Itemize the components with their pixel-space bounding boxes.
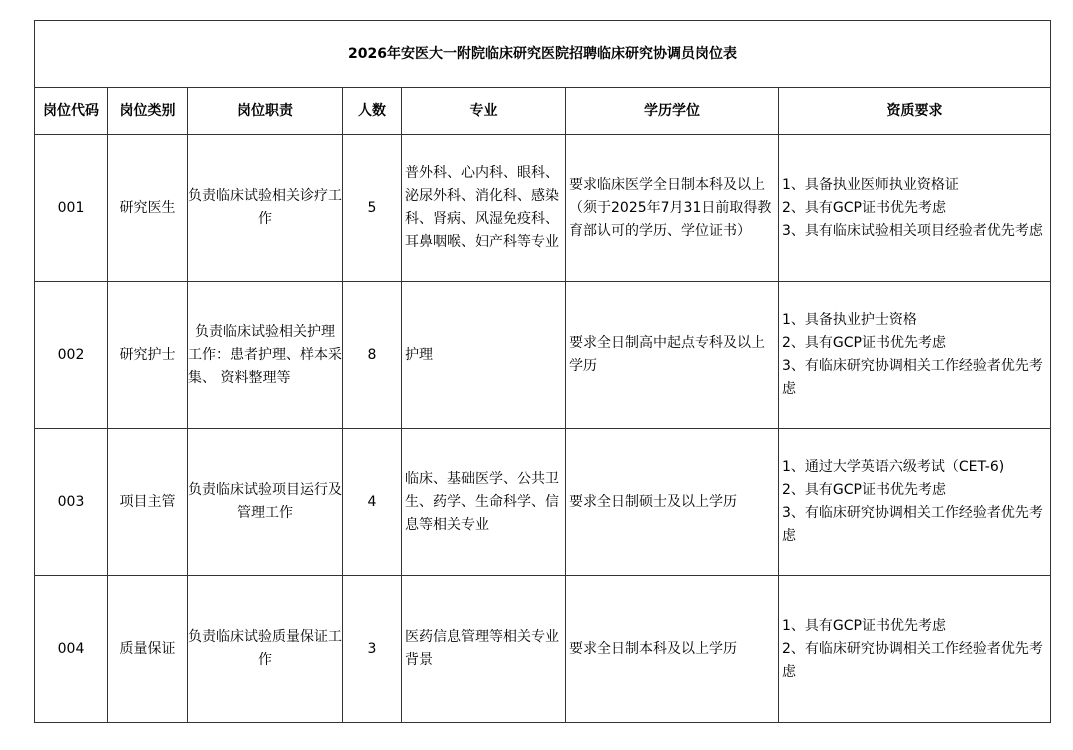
requirement-item: 2、具有GCP证书优先考虑	[782, 335, 946, 351]
requirement-item: 3、有临床研究协调相关工作经验者优先考虑	[782, 358, 1043, 397]
cell-major: 护理	[402, 282, 566, 429]
requirement-item: 2、有临床研究协调相关工作经验者优先考虑	[782, 640, 1043, 680]
cell-duty	[188, 282, 343, 429]
cell-code: 003	[35, 429, 108, 576]
requirement-item: 1、具有GCP证书优先考虑	[782, 617, 946, 634]
duty-line: 负责临床试验相关护理	[195, 323, 335, 340]
header-duty: 岗位职责	[188, 88, 343, 135]
cell-category: 质量保证	[108, 576, 188, 723]
requirement-item: 1、具备执业护士资格	[782, 312, 917, 328]
header-education: 学历学位	[566, 88, 779, 135]
header-code: 岗位代码	[35, 88, 108, 135]
cell-requirements	[779, 429, 1051, 576]
cell-duty: 负责临床试验质量保证工作	[188, 576, 343, 723]
header-major: 专业	[402, 88, 566, 135]
cell-count: 5	[343, 135, 402, 282]
requirement-item: 2、具有GCP证书优先考虑	[782, 482, 946, 498]
cell-major: 临床、基础医学、公共卫生、药学、生命科学、信息等相关专业	[402, 429, 566, 576]
requirement-item: 2、具有GCP证书优先考虑	[782, 199, 946, 216]
cell-count: 3	[343, 576, 402, 723]
cell-education: 要求全日制本科及以上学历	[566, 576, 779, 723]
cell-category: 研究医生	[108, 135, 188, 282]
cell-category: 研究护士	[108, 282, 188, 429]
table-row	[35, 576, 1051, 723]
cell-code: 004	[35, 576, 108, 723]
requirement-item: 3、有临床研究协调相关工作经验者优先考虑	[782, 505, 1043, 544]
cell-count: 4	[343, 429, 402, 576]
cell-requirements	[779, 135, 1051, 282]
duty-line: 工作：患者护理、样本采集、 资料整理等	[188, 346, 342, 386]
cell-education: 要求全日制硕士及以上学历	[566, 429, 779, 576]
requirement-item: 1、具备执业医师执业资格证	[782, 176, 959, 193]
requirement-item: 1、通过大学英语六级考试（CET-6)	[782, 459, 1005, 475]
header-category: 岗位类别	[108, 88, 188, 135]
table-row	[35, 282, 1051, 429]
cell-code: 002	[35, 282, 108, 429]
header-count: 人数	[343, 88, 402, 135]
cell-education: 要求全日制高中起点专科及以上学历	[566, 282, 779, 429]
recruitment-table	[34, 20, 1051, 723]
cell-education: 要求临床医学全日制本科及以上（须于2025年7月31日前取得教育部认可的学历、学位证书）	[566, 135, 779, 282]
cell-category: 项目主管	[108, 429, 188, 576]
requirement-item: 3、具有临床试验相关项目经验者优先考虑	[782, 222, 1043, 239]
header-row	[35, 88, 1051, 135]
cell-duty: 负责临床试验项目运行及管理工作	[188, 429, 343, 576]
cell-major: 普外科、心内科、眼科、泌尿外科、消化科、感染科、肾病、风湿免疫科、耳鼻咽喉、妇产科等专业	[402, 135, 566, 282]
cell-code: 001	[35, 135, 108, 282]
cell-major: 医药信息管理等相关专业背景	[402, 576, 566, 723]
cell-duty: 负责临床试验相关诊疗工作	[188, 135, 343, 282]
table-row	[35, 135, 1051, 282]
cell-requirements	[779, 282, 1051, 429]
cell-count: 8	[343, 282, 402, 429]
header-requirements: 资质要求	[779, 88, 1051, 135]
table-row	[35, 429, 1051, 576]
table-title: 2026年安医大一附院临床研究医院招聘临床研究协调员岗位表	[35, 21, 1051, 88]
cell-requirements	[779, 576, 1051, 723]
